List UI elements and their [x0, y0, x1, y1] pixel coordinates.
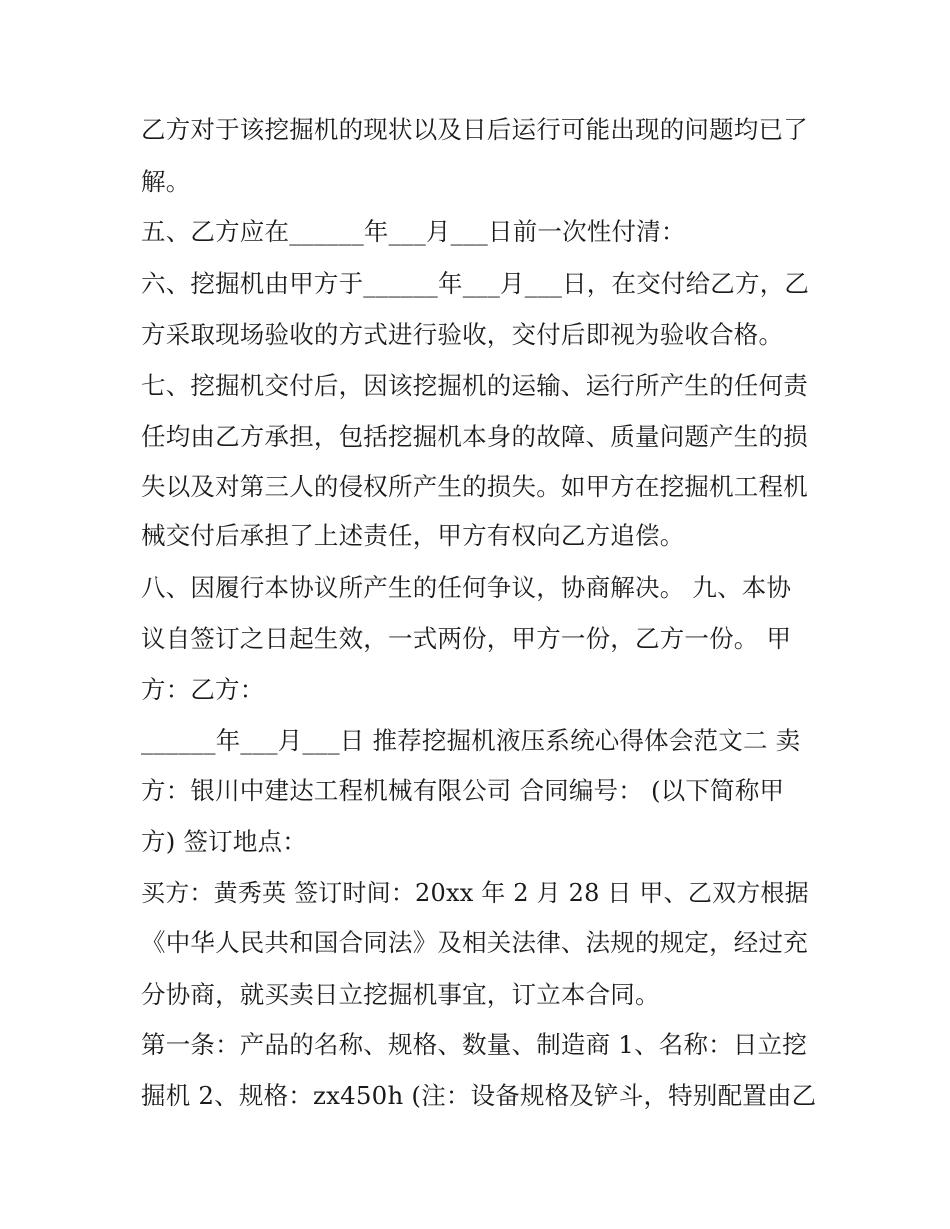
text-line: 掘机 2、规格：zx450h (注：设备规格及铲斗，特别配置由乙 [141, 1081, 817, 1110]
text-line: 乙方对于该挖掘机的现状以及日后运行可能出现的问题均已了 [141, 115, 808, 144]
text-line: 械交付后承担了上述责任，甲方有权向乙方追偿。 [141, 521, 685, 550]
text-line: ______年___月___日 推荐挖掘机液压系统心得体会范文二 卖 [141, 726, 801, 755]
text-line: 方：银川中建达工程机械有限公司 合同编号： (以下简称甲 [141, 776, 785, 805]
text-line: 六、挖掘机由甲方于______年___月___日，在交付给乙方，乙 [141, 269, 810, 298]
text-line: 方采取现场验收的方式进行验收，交付后即视为验收合格。 [141, 320, 784, 349]
text-line: 《中华人民共和国合同法》及相关法律、法规的规定，经过充 [141, 928, 808, 957]
text-line: 分协商，就买卖日立挖掘机事宜，订立本合同。 [141, 980, 660, 1009]
text-line: 失以及对第三人的侵权所产生的损失。如甲方在挖掘机工程机 [141, 472, 808, 501]
text-line: 议自签订之日起生效，一式两份，甲方一份，乙方一份。 甲 [141, 624, 792, 653]
text-line: 解。 [141, 167, 191, 196]
text-line: 方：乙方： [141, 675, 265, 704]
text-line: 任均由乙方承担，包括挖掘机本身的故障、质量问题产生的损 [141, 422, 808, 451]
text-line: 买方：黄秀英 签订时间：20xx 年 2 月 28 日 甲、乙双方根据 [141, 879, 809, 907]
text-line: 七、挖掘机交付后，因该挖掘机的运输、运行所产生的任何责 [141, 371, 808, 400]
text-line: 第一条：产品的名称、规格、数量、制造商 1、名称：日立挖 [141, 1030, 807, 1059]
text-line: 方) 签订地点： [141, 827, 307, 856]
text-line: 八、因履行本协议所产生的任何争议，协商解决。 九、本协 [141, 573, 792, 602]
text-line: 五、乙方应在______年___月___日前一次性付清： [141, 217, 686, 246]
